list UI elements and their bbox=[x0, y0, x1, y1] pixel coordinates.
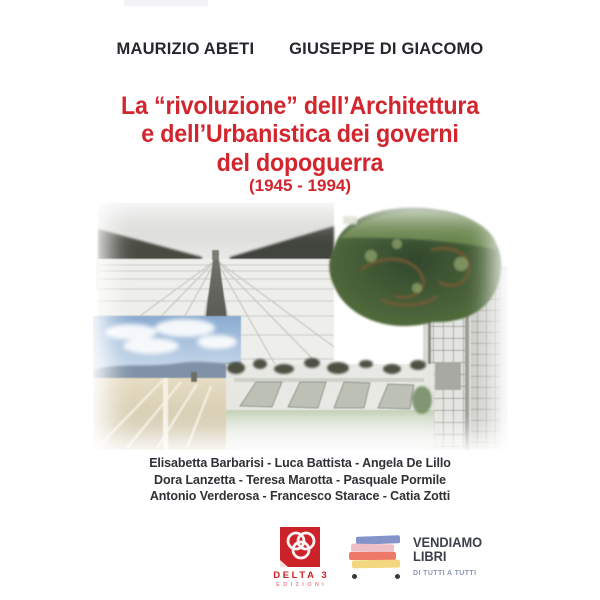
contributors-line-1: Elisabetta Barbarisi - Luca Battista - Angela De Lillo bbox=[149, 455, 451, 470]
concrete-structures-photo bbox=[226, 358, 434, 450]
cart-wheel-left bbox=[352, 574, 357, 579]
publisher-name: DELTA 3 bbox=[273, 570, 330, 581]
book-stack-cart-icon bbox=[349, 534, 402, 582]
author-name-1: MAURIZIO ABETI bbox=[116, 39, 255, 58]
publisher-subname: EDIZIONI bbox=[276, 582, 328, 588]
scan-edge-strip bbox=[124, 0, 208, 6]
title-line-2: e dell’Urbanistica dei governi bbox=[141, 120, 459, 149]
cart-wheel-right bbox=[395, 574, 400, 579]
book-title bbox=[21, 92, 579, 177]
contributors-line-2: Dora Lanzetta - Teresa Marotta - Pasquale Pormile bbox=[154, 471, 446, 487]
bookstore-name-line-1: VENDIAMO bbox=[413, 535, 483, 550]
title-line-1: La “rivoluzione” dell’Architettura bbox=[121, 92, 479, 120]
bookstore-name-line-2: LIBRI bbox=[413, 549, 447, 565]
authors-line bbox=[9, 39, 591, 59]
collage-graphic bbox=[93, 200, 508, 450]
cover-photo-collage bbox=[93, 200, 508, 450]
sky-hills-rooftop-photo bbox=[93, 316, 241, 450]
aerial-park-plan-photo bbox=[329, 207, 501, 326]
publisher-logo-block bbox=[0, 527, 600, 588]
bookstore-watermark-logo bbox=[349, 534, 486, 582]
contributors-line-3: Antonio Verderosa - Francesco Starace - Catia Zotti bbox=[149, 488, 451, 504]
bookstore-text bbox=[413, 534, 486, 577]
delta3-trefoil-logo-icon bbox=[280, 527, 320, 567]
contributors-list bbox=[12, 455, 588, 505]
title-years: (1945 - 1994) bbox=[248, 176, 352, 195]
title-line-3: del dopoguerra bbox=[216, 148, 384, 177]
author-name-2: GIUSEPPE DI GIACOMO bbox=[289, 39, 484, 58]
bookstore-tagline: DI TUTTI A TUTTI bbox=[413, 570, 477, 578]
book-yellow bbox=[352, 560, 400, 569]
